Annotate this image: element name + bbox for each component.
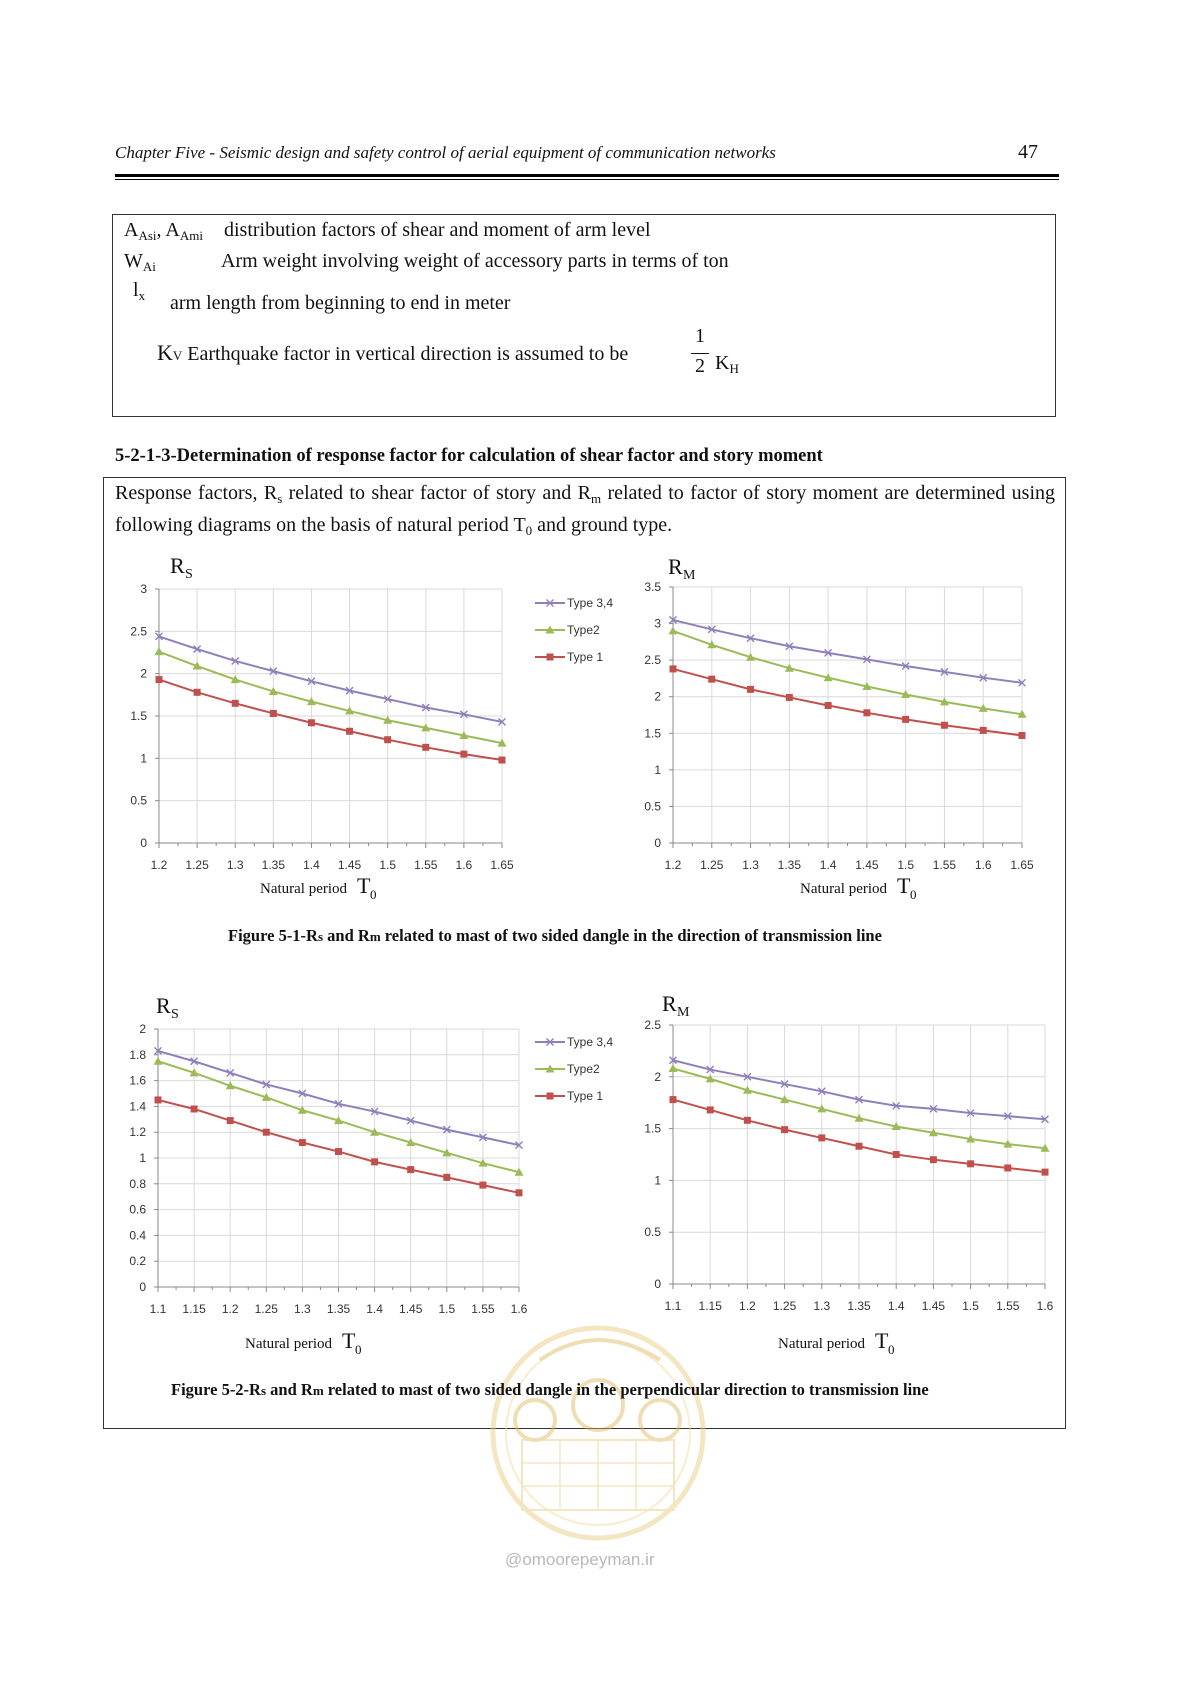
- x-axis-label: Natural period: [260, 881, 348, 897]
- data-point: [479, 1182, 486, 1189]
- x-tick-label: 1.2: [664, 858, 682, 872]
- chart-fig1-rm: [644, 554, 1034, 902]
- x-tick-label: 1.65: [1010, 858, 1034, 872]
- series-line: [159, 636, 502, 722]
- x-tick-label: 1.55: [996, 1299, 1020, 1313]
- x-tick-label: 1.65: [490, 858, 514, 872]
- x-tick-label: 1.5: [379, 858, 397, 872]
- x-tick-label: 1.3: [294, 1302, 311, 1316]
- definition-text: distribution factors of shear and moment of arm level: [224, 219, 651, 241]
- y-tick-label: 0: [654, 1277, 661, 1291]
- y-tick-label: 1.5: [130, 709, 147, 723]
- data-point: [308, 719, 315, 726]
- data-point: [818, 1134, 825, 1141]
- y-axis-label: R: [156, 993, 171, 1018]
- x-tick-label: 1.25: [772, 1299, 797, 1313]
- data-point: [407, 1166, 414, 1173]
- y-tick-label: 2: [140, 666, 147, 681]
- data-point: [335, 1148, 342, 1155]
- y-tick-label: 1: [654, 1173, 661, 1188]
- data-point: [967, 1160, 974, 1167]
- x-tick-label: 1.45: [855, 858, 879, 872]
- y-tick-label: 2.5: [644, 1018, 661, 1032]
- y-tick-label: 3: [140, 582, 147, 596]
- y-tick-label: 1: [654, 762, 661, 777]
- y-tick-label: 0.5: [644, 799, 661, 814]
- x-tick-label: 1.3: [742, 858, 759, 872]
- x-tick-label: 1.5: [438, 1302, 456, 1316]
- data-point: [744, 1117, 751, 1124]
- intro-paragraph: Response factors, $R_s$ related to shear factor of story and $R_m$ related to factor of story moment are determined using following diagrams on the basis of natural period $T_0$ and ground type.: [115, 482, 1056, 538]
- definition-a-as-am: $A_{Asi}$, $A_{Ami}$ distribution factors of shear and moment of arm level: [124, 219, 651, 243]
- x-axis-label-sub: 0: [370, 887, 377, 902]
- x-tick-label: 1.35: [326, 1302, 351, 1316]
- y-tick-label: 1: [140, 751, 147, 766]
- data-point: [1042, 1169, 1049, 1176]
- section-heading: 5-2-1-3-Determination of response factor for calculation of shear factor and story moment: [115, 446, 823, 466]
- x-axis-label-symbol: T: [875, 1328, 889, 1353]
- data-point: [155, 647, 164, 655]
- y-tick-label: 2: [139, 1022, 146, 1036]
- x-tick-label: 1.35: [847, 1299, 871, 1313]
- x-axis-label-sub: 0: [910, 887, 917, 902]
- y-tick-label: 1: [139, 1151, 146, 1165]
- data-point: [1019, 732, 1026, 739]
- definition-text: arm length from beginning to end in meter: [170, 292, 511, 314]
- figure-5-1-caption: Figure 5-1-Rs and Rm related to mast of two sided dangle in the direction of transmission line: [228, 926, 882, 945]
- x-tick-label: 1.6: [455, 858, 473, 872]
- x-tick-label: 1.6: [510, 1302, 528, 1316]
- y-tick-label: 0: [139, 1280, 146, 1294]
- x-tick-label: 1.45: [399, 1302, 423, 1316]
- x-tick-label: 1.2: [739, 1299, 756, 1313]
- data-point: [980, 727, 987, 734]
- y-tick-label: 0.2: [129, 1254, 146, 1269]
- x-tick-label: 1.25: [700, 858, 724, 872]
- y-tick-label: 0.6: [129, 1202, 146, 1217]
- legend-label: Type 3,4: [567, 596, 614, 610]
- x-axis-label: Natural period: [800, 881, 888, 897]
- series-type1: [156, 676, 506, 763]
- data-point: [893, 1151, 900, 1158]
- page-header-title: Chapter Five - Seismic design and safety control of aerial equipment of communication networks: [115, 143, 776, 162]
- definition-text: Earthquake factor in vertical direction is assumed to be: [187, 343, 629, 365]
- x-tick-label: 1.3: [226, 858, 244, 872]
- data-point: [156, 676, 163, 683]
- fraction-numerator: 1: [695, 325, 705, 347]
- legend-label: Type 1: [567, 1089, 604, 1103]
- data-point: [786, 694, 793, 701]
- data-point: [460, 751, 467, 758]
- x-tick-label: 1.35: [261, 858, 286, 872]
- x-tick-label: 1.6: [974, 858, 992, 872]
- data-point: [371, 1158, 378, 1165]
- data-point: [825, 702, 832, 709]
- x-tick-label: 1.4: [887, 1299, 905, 1313]
- legend-label: Type 1: [567, 650, 604, 664]
- x-axis-label: Natural period: [245, 1336, 333, 1352]
- x-tick-label: 1.55: [471, 1302, 495, 1316]
- data-point: [155, 1096, 162, 1103]
- x-tick-label: 1.4: [303, 858, 320, 872]
- x-tick-label: 1.15: [182, 1302, 206, 1316]
- x-tick-label: 1.25: [254, 1302, 278, 1316]
- y-tick-label: 2.5: [644, 653, 661, 668]
- series-line: [673, 631, 1022, 714]
- x-tick-label: 1.25: [185, 858, 209, 872]
- y-tick-label: 0: [140, 836, 147, 850]
- y-tick-label: 0.4: [129, 1228, 146, 1243]
- series-type34: [156, 633, 506, 726]
- symbol: A: [124, 219, 139, 241]
- data-point: [707, 1106, 714, 1113]
- data-point: [499, 757, 506, 764]
- x-axis-label: Natural period: [778, 1336, 866, 1352]
- data-point: [270, 710, 277, 717]
- chart-fig2-rm: [644, 991, 1053, 1357]
- data-point: [863, 709, 870, 716]
- definition-w: $W_{Ai}$ Arm weight involving weight of accessory parts in terms of ton: [124, 250, 729, 274]
- definition-text: Arm weight involving weight of accessory parts in terms of ton: [221, 250, 729, 272]
- x-tick-label: 1.2: [221, 1302, 239, 1316]
- x-axis-label-symbol: T: [897, 873, 911, 898]
- series-line: [673, 669, 1022, 736]
- y-axis-label-sub: S: [185, 567, 193, 582]
- data-point: [1004, 1164, 1011, 1171]
- x-tick-label: 1.1: [664, 1299, 682, 1313]
- y-tick-label: 3.5: [644, 580, 661, 594]
- legend-item-type1: [535, 1089, 603, 1103]
- y-axis-label-sub: M: [683, 568, 696, 583]
- y-tick-label: 2: [654, 689, 661, 704]
- page-number: 47: [1018, 141, 1038, 163]
- x-tick-label: 1.4: [819, 858, 837, 872]
- data-point: [669, 626, 678, 634]
- data-point: [708, 676, 715, 683]
- data-point: [941, 722, 948, 729]
- x-tick-label: 1.5: [897, 858, 915, 872]
- legend-item-type34: [535, 596, 613, 610]
- data-point: [747, 686, 754, 693]
- x-tick-label: 1.3: [813, 1299, 831, 1313]
- y-tick-label: 0.5: [644, 1225, 661, 1240]
- data-point: [669, 1064, 678, 1072]
- y-axis-label: R: [668, 554, 683, 579]
- y-tick-label: 2: [654, 1069, 661, 1084]
- data-point: [227, 1117, 234, 1124]
- data-point: [232, 700, 239, 707]
- legend-item-type2: [535, 1062, 600, 1076]
- x-tick-label: 1.55: [414, 858, 438, 872]
- data-point: [856, 1143, 863, 1150]
- data-point: [781, 1126, 788, 1133]
- y-tick-label: 1.5: [644, 726, 661, 741]
- y-tick-label: 1.2: [129, 1125, 146, 1140]
- x-axis-label-symbol: T: [357, 873, 371, 898]
- data-point: [194, 689, 201, 696]
- data-point: [930, 1156, 937, 1163]
- data-point: [902, 716, 909, 723]
- data-point: [299, 1139, 306, 1146]
- x-tick-label: 1.45: [337, 858, 362, 872]
- x-tick-label: 1.1: [149, 1302, 167, 1316]
- chart-fig1-rs: [130, 553, 613, 902]
- legend-item-type34: [535, 1035, 613, 1049]
- x-tick-label: 1.2: [150, 858, 168, 872]
- legend-marker: [547, 654, 554, 661]
- series-line: [159, 680, 502, 760]
- x-tick-label: 1.35: [777, 858, 802, 872]
- legend-label: Type 3,4: [567, 1035, 614, 1049]
- legend-item-type2: [535, 623, 600, 637]
- y-axis-label-sub: M: [677, 1005, 690, 1020]
- legend-label: Type2: [567, 1062, 600, 1076]
- legend-marker: [547, 1093, 554, 1100]
- data-point: [191, 1105, 198, 1112]
- data-point: [670, 1096, 677, 1103]
- y-tick-label: 1.5: [644, 1121, 661, 1136]
- y-tick-label: 0.5: [130, 793, 147, 808]
- y-tick-label: 1.4: [129, 1099, 146, 1114]
- data-point: [384, 736, 391, 743]
- x-tick-label: 1.5: [962, 1299, 979, 1313]
- data-point: [422, 744, 429, 751]
- x-tick-label: 1.15: [698, 1299, 722, 1313]
- x-tick-label: 1.6: [1036, 1299, 1054, 1313]
- y-tick-label: 2.5: [130, 624, 147, 639]
- data-point: [346, 728, 353, 735]
- data-point: [516, 1189, 523, 1196]
- data-point: [263, 1129, 270, 1136]
- x-tick-label: 1.45: [921, 1299, 946, 1313]
- series-line: [159, 652, 502, 743]
- watermark-url: @omoorepeyman.ir: [505, 1550, 655, 1569]
- series-type34: [670, 616, 1026, 686]
- y-tick-label: 0: [654, 836, 661, 850]
- y-tick-label: 1.8: [129, 1047, 146, 1062]
- definition-k: KV Earthquake factor in vertical direction is assumed to be: [157, 340, 629, 365]
- x-tick-label: 1.4: [366, 1302, 383, 1316]
- series-type2: [155, 647, 507, 746]
- series-line: [673, 620, 1022, 683]
- definition-l: $l_x$: [133, 279, 146, 303]
- legend-label: Type2: [567, 623, 600, 637]
- y-axis-label: R: [170, 553, 185, 578]
- data-point: [154, 1057, 163, 1065]
- x-axis-label-sub: 0: [355, 1342, 362, 1357]
- data-point: [670, 665, 677, 672]
- chart-fig2-rs: [129, 993, 613, 1357]
- figure-5-2-caption: Figure 5-2-Rs and Rm related to mast of two sided dangle in the perpendicular direction to transmission line: [171, 1380, 929, 1399]
- watermark-seal: [493, 1328, 703, 1538]
- x-axis-label-symbol: T: [342, 1328, 356, 1353]
- y-tick-label: 1.6: [129, 1073, 146, 1088]
- legend-item-type1: [535, 650, 603, 664]
- y-axis-label: R: [662, 991, 677, 1016]
- x-axis-label-sub: 0: [888, 1342, 895, 1357]
- y-axis-label-sub: S: [171, 1007, 179, 1022]
- kh-symbol: $K_H$: [715, 352, 739, 376]
- series-type2: [669, 626, 1027, 717]
- x-tick-label: 1.55: [932, 858, 957, 872]
- fraction-denominator: 2: [695, 355, 705, 377]
- y-tick-label: 3: [654, 616, 661, 631]
- y-tick-label: 0.8: [129, 1176, 146, 1191]
- data-point: [443, 1174, 450, 1181]
